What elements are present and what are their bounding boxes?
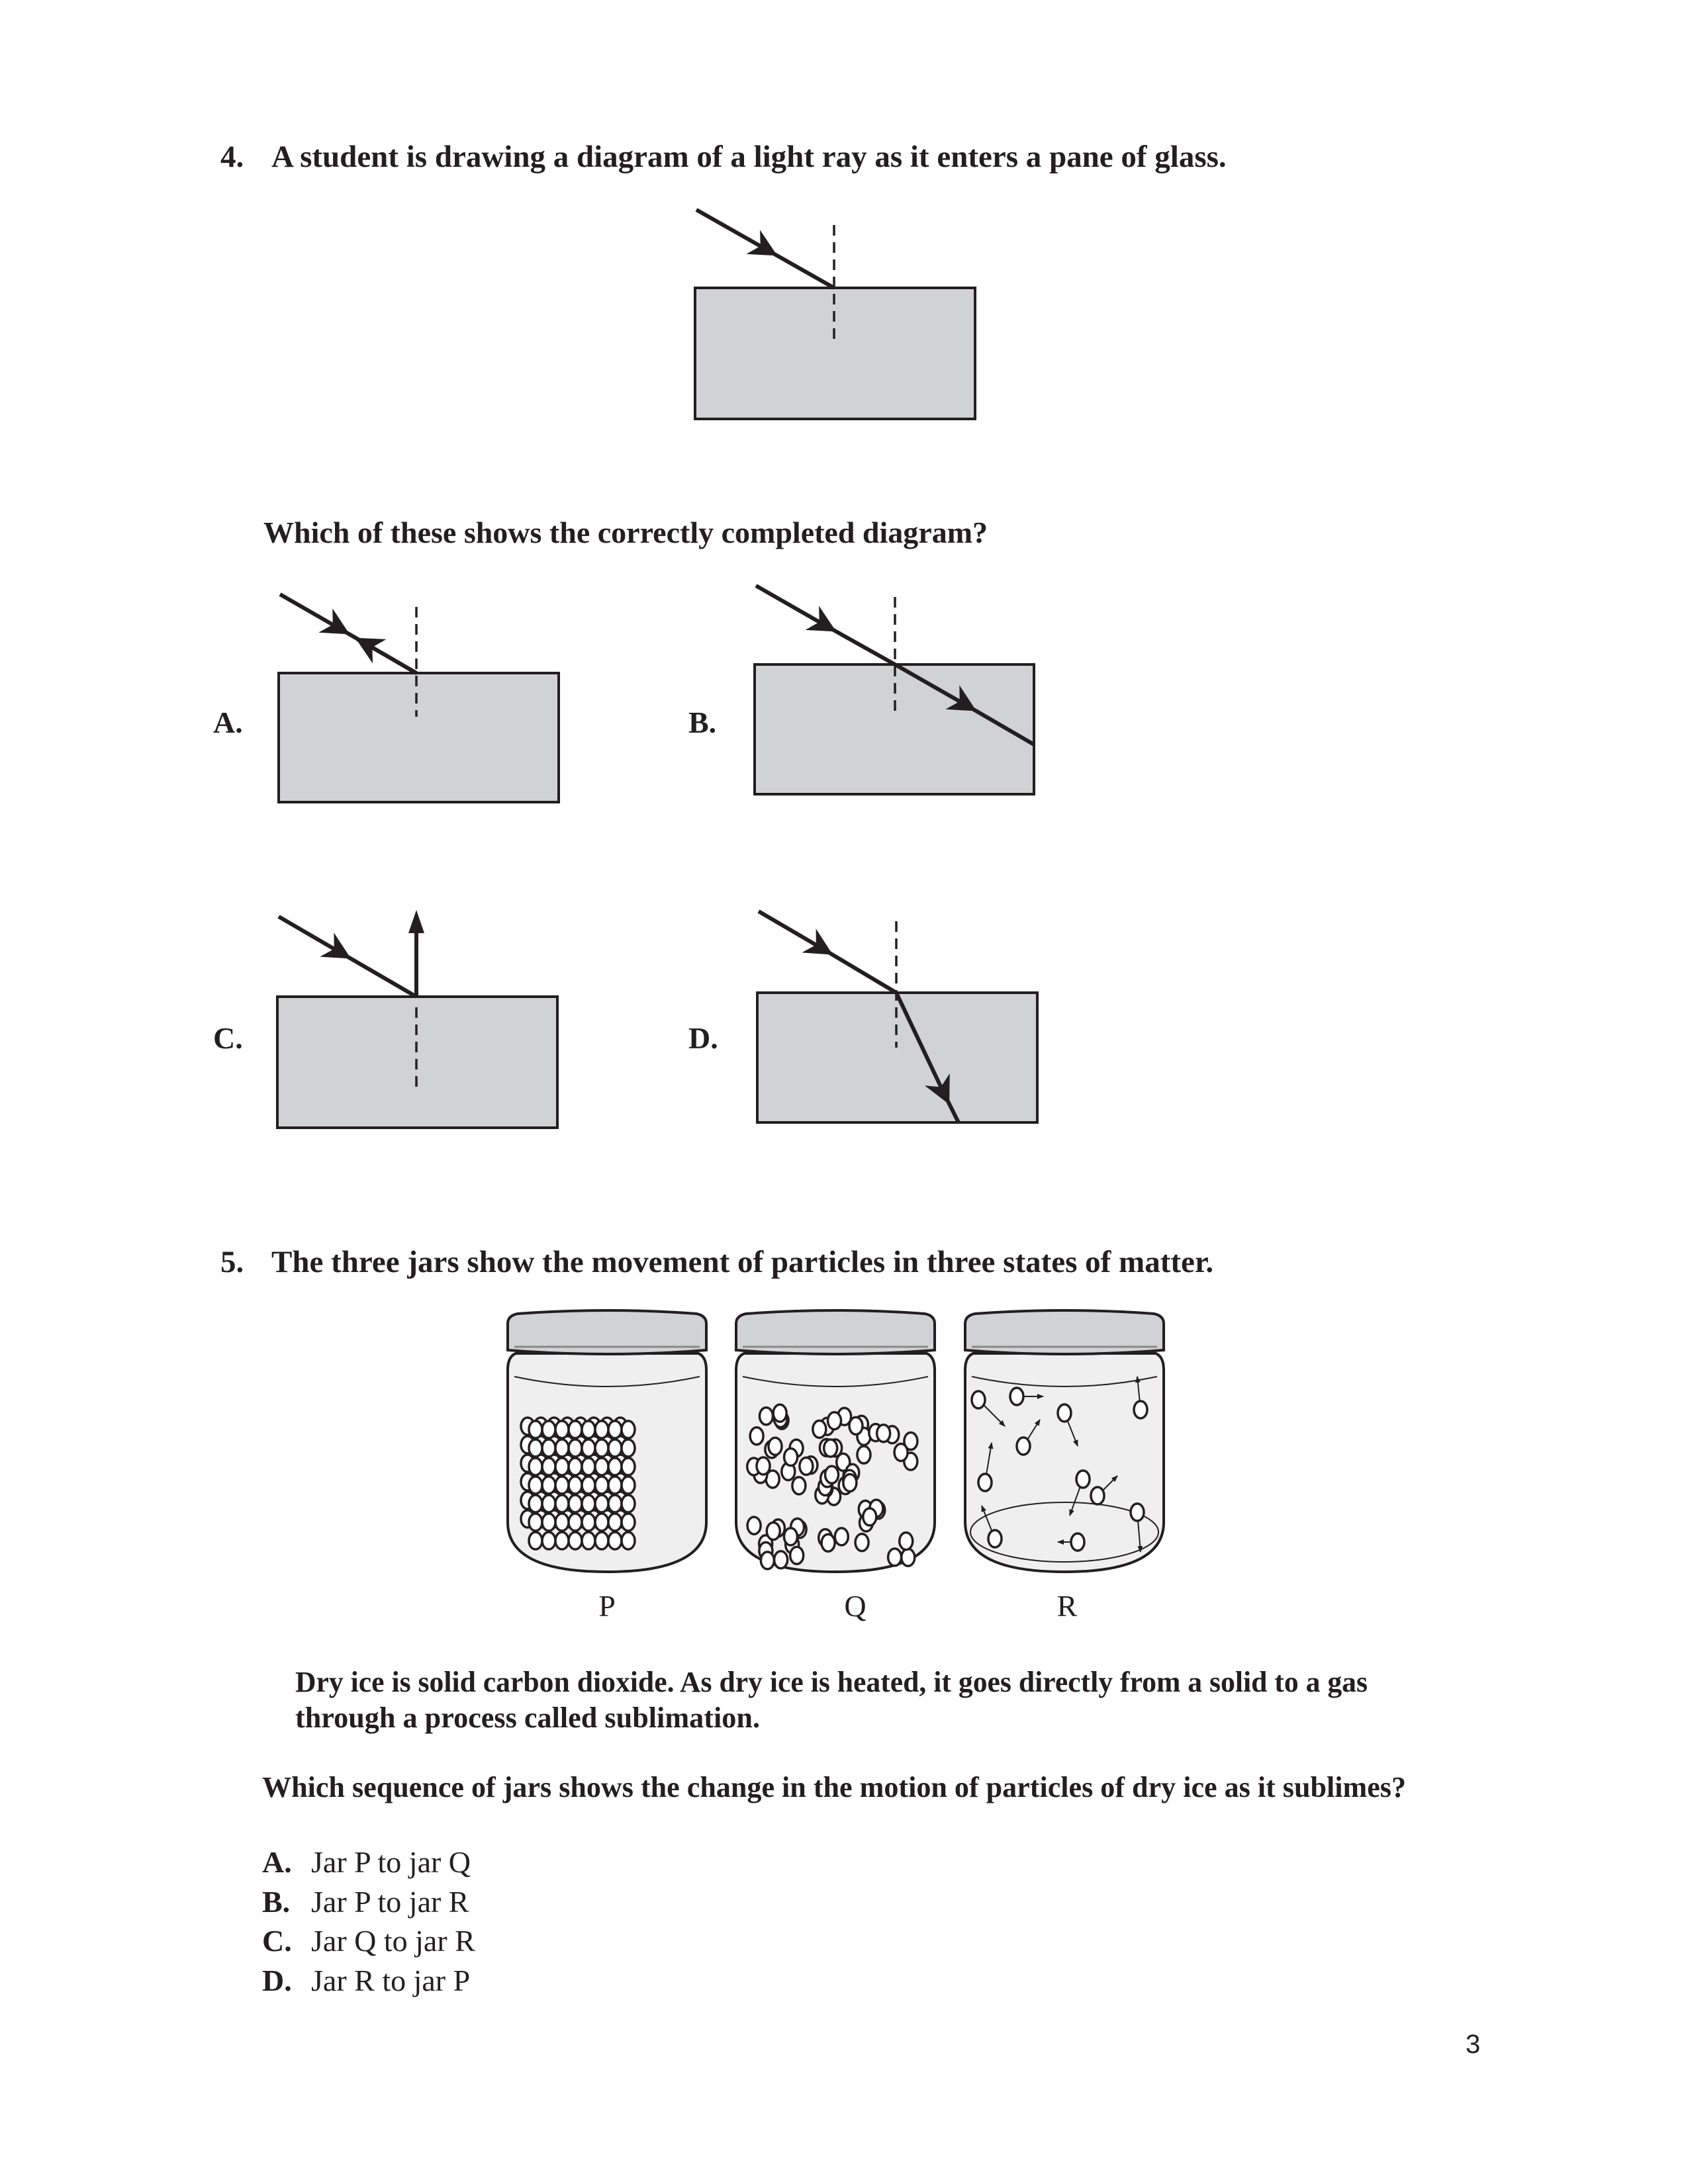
- incident-ray: [696, 210, 834, 288]
- particle: [569, 1514, 582, 1531]
- incident-ray: [756, 586, 895, 664]
- particle: [608, 1532, 622, 1549]
- particle: [595, 1439, 608, 1457]
- particle: [792, 1477, 806, 1494]
- particle: [542, 1439, 555, 1457]
- jar-label-r: R: [1056, 1589, 1078, 1623]
- jars-figure: [508, 1310, 1164, 1572]
- q4-option-b[interactable]: [688, 586, 1034, 794]
- particle: [569, 1495, 582, 1512]
- reflected-ray: [357, 639, 416, 673]
- particle: [877, 1425, 890, 1442]
- arrowhead: [408, 910, 424, 933]
- particle: [608, 1421, 622, 1438]
- particle: [542, 1477, 555, 1494]
- particle: [1010, 1388, 1023, 1405]
- particle: [1134, 1401, 1147, 1418]
- particle: [784, 1528, 797, 1545]
- option-label: A.: [213, 705, 243, 739]
- particle: [529, 1439, 542, 1457]
- particle: [569, 1439, 582, 1457]
- particle: [595, 1477, 608, 1494]
- incident-ray: [759, 911, 896, 993]
- particle: [821, 1534, 835, 1551]
- particle: [542, 1532, 555, 1549]
- option-text: Jar R to jar P: [311, 1964, 471, 1997]
- option-label: B.: [688, 705, 717, 739]
- particle: [800, 1457, 813, 1475]
- particle: [529, 1532, 542, 1549]
- particle: [542, 1421, 555, 1438]
- q5-info-line1: Dry ice is solid carbon dioxide. As dry ice is heated, it goes directly from a solid to a gas: [295, 1666, 1368, 1698]
- particle: [555, 1439, 569, 1457]
- q4-option-a[interactable]: [213, 594, 559, 802]
- particle: [978, 1474, 992, 1491]
- particle: [595, 1458, 608, 1475]
- particle: [813, 1421, 826, 1438]
- q5-number: 5.: [220, 1245, 244, 1279]
- option-text: Jar P to jar R: [311, 1885, 469, 1919]
- page-number: 3: [1466, 2030, 1481, 2059]
- particle: [608, 1439, 622, 1457]
- particle: [1091, 1487, 1104, 1504]
- particle: [529, 1514, 542, 1531]
- jar-r: [965, 1310, 1164, 1572]
- particle: [555, 1514, 569, 1531]
- particle: [855, 1534, 868, 1551]
- jar-p: [508, 1310, 706, 1572]
- particle: [790, 1547, 804, 1564]
- q4-prompt: Which of these shows the correctly completed diagram?: [263, 516, 988, 549]
- particle: [569, 1421, 582, 1438]
- option-text: Jar Q to jar R: [311, 1924, 475, 1958]
- particle: [849, 1417, 863, 1434]
- particle: [761, 1552, 774, 1569]
- option-label: B.: [262, 1885, 291, 1919]
- particle: [582, 1532, 595, 1549]
- particle: [835, 1528, 848, 1545]
- particle: [622, 1514, 635, 1531]
- option-label: C.: [213, 1021, 243, 1055]
- particle: [825, 1466, 839, 1483]
- q5-option-d[interactable]: [262, 1964, 470, 1997]
- particle: [843, 1475, 857, 1492]
- particle: [784, 1449, 798, 1466]
- particle: [569, 1532, 582, 1549]
- particle: [542, 1514, 555, 1531]
- particle: [622, 1495, 635, 1512]
- jar-label-q: Q: [844, 1589, 867, 1623]
- option-label: D.: [262, 1964, 292, 1997]
- q5-option-a[interactable]: [262, 1845, 471, 1879]
- particle: [569, 1458, 582, 1475]
- particle: [542, 1458, 555, 1475]
- particle: [555, 1495, 569, 1512]
- particle: [1131, 1504, 1144, 1521]
- jar-label-p: P: [598, 1589, 616, 1623]
- particle: [622, 1458, 635, 1475]
- particle: [1076, 1471, 1090, 1488]
- incident-ray: [279, 917, 416, 997]
- particle: [582, 1421, 595, 1438]
- particle: [582, 1495, 595, 1512]
- particle: [529, 1477, 542, 1494]
- q5-info-line2: through a process called sublimation.: [295, 1702, 760, 1734]
- particle: [529, 1421, 542, 1438]
- particle: [857, 1446, 870, 1463]
- particle: [767, 1522, 780, 1539]
- particle: [582, 1514, 595, 1531]
- particle: [608, 1495, 622, 1512]
- option-label: A.: [262, 1845, 292, 1879]
- particle: [750, 1428, 763, 1445]
- glass-pane: [279, 673, 559, 802]
- glass-pane: [695, 288, 975, 419]
- particle: [828, 1412, 841, 1430]
- q5-option-b[interactable]: [262, 1885, 469, 1919]
- option-label: C.: [262, 1924, 292, 1958]
- particle: [555, 1458, 569, 1475]
- particle: [569, 1477, 582, 1494]
- particle: [542, 1495, 555, 1512]
- option-text: Jar P to jar Q: [311, 1845, 471, 1879]
- particle: [582, 1458, 595, 1475]
- q5-stem: The three jars show the movement of particles in three states of matter.: [271, 1245, 1214, 1279]
- particle: [1071, 1533, 1084, 1551]
- particle: [555, 1477, 569, 1494]
- particle: [622, 1532, 635, 1549]
- particle: [902, 1549, 915, 1566]
- q4-option-c[interactable]: [213, 910, 557, 1128]
- jar-q: [736, 1310, 935, 1572]
- particle: [595, 1495, 608, 1512]
- q4-stem: A student is drawing a diagram of a light ray as it enters a pane of glass.: [271, 140, 1227, 174]
- particle: [894, 1444, 908, 1461]
- particle: [608, 1458, 622, 1475]
- particle: [900, 1533, 913, 1550]
- option-label: D.: [688, 1021, 718, 1055]
- q4-option-d[interactable]: [688, 911, 1037, 1122]
- particle: [555, 1421, 569, 1438]
- particle: [608, 1514, 622, 1531]
- q5-prompt: Which sequence of jars shows the change in the motion of particles of dry ice as it sublimes?: [262, 1771, 1406, 1803]
- q5-option-c[interactable]: [262, 1924, 475, 1958]
- particle: [582, 1477, 595, 1494]
- particle: [529, 1495, 542, 1512]
- particle: [595, 1514, 608, 1531]
- particle: [757, 1457, 770, 1475]
- particle: [1017, 1437, 1030, 1455]
- particle: [555, 1532, 569, 1549]
- particle: [773, 1404, 786, 1422]
- particle: [759, 1408, 773, 1425]
- particle: [888, 1549, 902, 1566]
- particle: [863, 1508, 876, 1525]
- particle: [595, 1532, 608, 1549]
- particle: [1058, 1404, 1071, 1422]
- particle: [608, 1477, 622, 1494]
- particle: [622, 1477, 635, 1494]
- q4-number: 4.: [220, 140, 244, 174]
- particle: [824, 1439, 837, 1457]
- particle: [972, 1391, 985, 1408]
- particle: [622, 1439, 635, 1457]
- q4-stem-diagram: [695, 210, 975, 419]
- particle: [747, 1517, 761, 1534]
- particle: [529, 1458, 542, 1475]
- particle: [988, 1530, 1002, 1547]
- particle: [582, 1439, 595, 1457]
- particle: [622, 1421, 635, 1438]
- particle: [774, 1551, 788, 1569]
- particle: [769, 1437, 782, 1455]
- particle: [595, 1421, 608, 1438]
